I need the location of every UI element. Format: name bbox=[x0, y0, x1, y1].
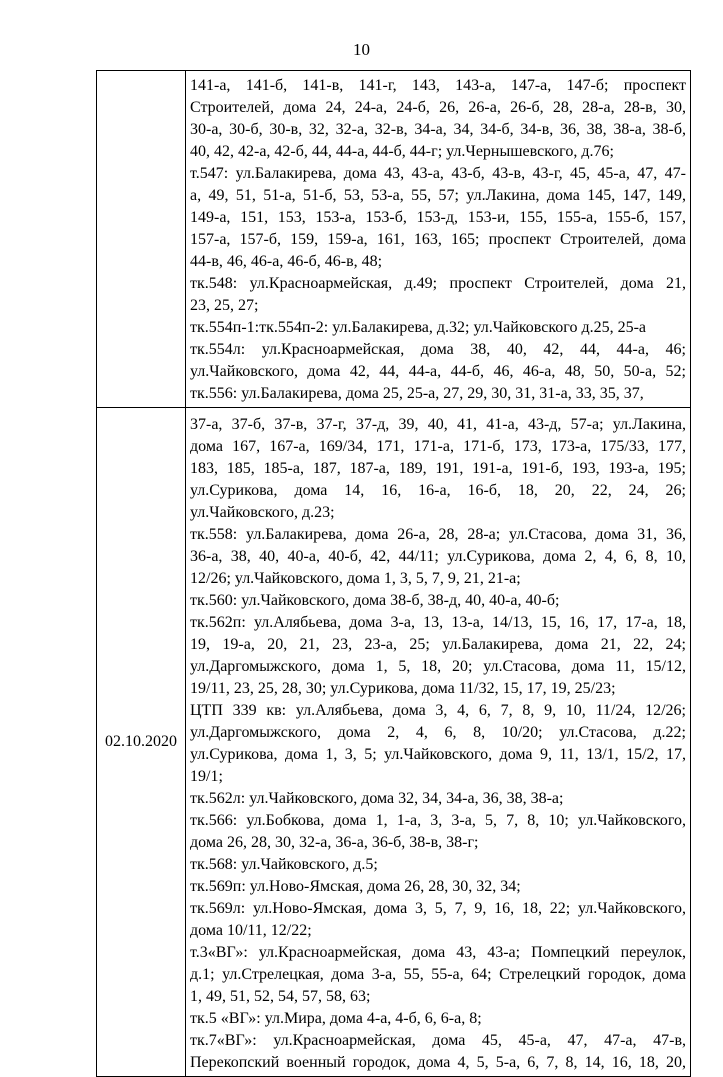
address-cell bbox=[186, 71, 691, 408]
page-number: 10 bbox=[353, 40, 370, 59]
address-line: дома 167, 167-а, 169/34, 171, 171-а, 171-б, 173, 173-а, 175/33, 177, bbox=[190, 438, 686, 455]
address-line: ул.Сурикова, дома 14, 16, 16-а, 16-б, 18, 20, 22, 24, 26; bbox=[190, 482, 686, 499]
address-line: тк.556: ул.Балакирева, дома 25, 25-а, 27, 29, 30, 31, 31-а, 33, 35, 37, bbox=[190, 385, 644, 402]
table-row bbox=[97, 408, 691, 1077]
address-line: а, 49, 51, 51-а, 51-б, 53, 53-а, 55, 57; ул.Лакина, дома 145, 147, 149, bbox=[190, 187, 686, 204]
address-line: тк.558: ул.Балакирева, дома 26-а, 28, 28-а; ул.Стасова, дома 31, 36, bbox=[190, 526, 686, 543]
address-line: тк.7«ВГ»: ул.Красноармейская, дома 45, 45-а, 47, 47-а, 47-в, bbox=[190, 1032, 686, 1049]
address-line: т.3«ВГ»: ул.Красноармейская, дома 43, 43-а; Помпецкий переулок, bbox=[190, 944, 686, 961]
address-line: ул.Сурикова, дома 1, 3, 5; ул.Чайковского, дома 9, 11, 13/1, 15/2, 17, bbox=[190, 746, 686, 763]
address-line: тк.569л: ул.Ново-Ямская, дома 3, 5, 7, 9, 16, 18, 22; ул.Чайковского, bbox=[190, 900, 686, 917]
address-line: д.1; ул.Стрелецкая, дома 3-а, 55, 55-а, 64; Стрелецкий городок, дома bbox=[190, 966, 686, 983]
address-line: Строителей, дома 24, 24-а, 24-б, 26, 26-а, 26-б, 28, 28-а, 28-в, 30, bbox=[190, 99, 686, 116]
address-line: 149-а, 151, 153, 153-а, 153-б, 153-д, 153-и, 155, 155-а, 155-б, 157, bbox=[190, 209, 686, 226]
address-line: ЦТП 339 кв: ул.Алябьева, дома 3, 4, 6, 7, 8, 9, 10, 11/24, 12/26; bbox=[190, 702, 686, 719]
address-line: тк.568: ул.Чайковского, д.5; bbox=[190, 856, 378, 873]
address-line: тк.548: ул.Красноармейская, д.49; проспект Строителей, дома 21, bbox=[190, 275, 686, 292]
address-line: ул.Чайковского, д.23; bbox=[190, 504, 335, 521]
address-line: тк.562п: ул.Алябьева, дома 3-а, 13, 13-а, 14/13, 15, 16, 17, 17-а, 18, bbox=[190, 614, 686, 631]
address-line: 19/1; bbox=[190, 768, 223, 785]
address-line: 19/11, 23, 25, 28, 30; ул.Сурикова, дома 11/32, 15, 17, 19, 25/23; bbox=[190, 680, 616, 697]
address-line: тк.5 «ВГ»: ул.Мира, дома 4-а, 4-б, 6, 6-а, 8; bbox=[190, 1010, 482, 1027]
address-line: 19, 19-а, 20, 21, 23, 23-а, 25; ул.Балакирева, дома 21, 22, 24; bbox=[190, 636, 686, 653]
table-row bbox=[97, 71, 691, 408]
address-line: тк.562л: ул.Чайковского, дома 32, 34, 34-а, 36, 38, 38-а; bbox=[190, 790, 564, 807]
address-line: 1, 49, 51, 52, 54, 57, 58, 63; bbox=[190, 988, 371, 1005]
date-cell bbox=[97, 71, 186, 408]
address-line: 183, 185, 185-а, 187, 187-а, 189, 191, 191-а, 191-б, 193, 193-а, 195; bbox=[190, 460, 686, 477]
address-line: дома 10/11, 12/22; bbox=[190, 922, 312, 939]
address-line: дома 26, 28, 30, 32-а, 36-а, 36-б, 38-в, 38-г; bbox=[190, 834, 479, 851]
schedule-table bbox=[96, 70, 691, 1077]
date-cell: 02.10.2020 bbox=[97, 408, 186, 1077]
address-line: тк.569п: ул.Ново-Ямская, дома 26, 28, 30, 32, 34; bbox=[190, 878, 521, 895]
address-line: тк.566: ул.Бобкова, дома 1, 1-а, 3, 3-а, 5, 7, 8, 10; ул.Чайковского, bbox=[190, 812, 686, 829]
address-line: 141-а, 141-б, 141-в, 141-г, 143, 143-а, 147-а, 147-б; проспект bbox=[190, 77, 686, 94]
address-line: Перекопский военный городок, дома 4, 5, 5-а, 6, 7, 8, 14, 16, 18, 20, bbox=[190, 1054, 686, 1071]
address-line: ул.Даргомыжского, дома 1, 5, 18, 20; ул.Стасова, дома 11, 15/12, bbox=[190, 658, 686, 675]
address-line: 157-а, 157-б, 159, 159-а, 161, 163, 165; проспект Строителей, дома bbox=[190, 231, 686, 248]
address-line: 37-а, 37-б, 37-в, 37-г, 37-д, 39, 40, 41, 41-а, 43-д, 57-а; ул.Лакина, bbox=[190, 416, 686, 433]
address-line: тк.554п-1:тк.554п-2: ул.Балакирева, д.32; ул.Чайковского д.25, 25-а bbox=[190, 319, 647, 336]
address-line: т.547: ул.Балакирева, дома 43, 43-а, 43-б, 43-в, 43-г, 45, 45-а, 47, 47- bbox=[190, 165, 686, 182]
address-line: 36-а, 38, 40, 40-а, 40-б, 42, 44/11; ул.Сурикова, дома 2, 4, 6, 8, 10, bbox=[190, 548, 686, 565]
address-line: ул.Даргомыжского, дома 2, 4, 6, 8, 10/20; ул.Стасова, д.22; bbox=[190, 724, 686, 741]
address-line: тк.554л: ул.Красноармейская, дома 38, 40, 42, 44, 44-а, 46; bbox=[190, 341, 686, 358]
address-line: 23, 25, 27; bbox=[190, 297, 259, 314]
address-line: 40, 42, 42-а, 42-б, 44, 44-а, 44-б, 44-г; ул.Чернышевского, д.76; bbox=[190, 143, 614, 160]
address-line: ул.Чайковского, дома 42, 44, 44-а, 44-б, 46, 46-а, 48, 50, 50-а, 52; bbox=[190, 363, 686, 380]
address-cell bbox=[186, 408, 691, 1077]
address-line: 44-в, 46, 46-а, 46-б, 46-в, 48; bbox=[190, 253, 383, 270]
address-line: тк.560: ул.Чайковского, дома 38-б, 38-д, 40, 40-а, 40-б; bbox=[190, 592, 560, 609]
address-line: 30-а, 30-б, 30-в, 32, 32-а, 32-в, 34-а, 34, 34-б, 34-в, 36, 38, 38-а, 38-б, bbox=[190, 121, 686, 138]
address-line: 12/26; ул.Чайковского, дома 1, 3, 5, 7, 9, 21, 21-а; bbox=[190, 570, 521, 587]
